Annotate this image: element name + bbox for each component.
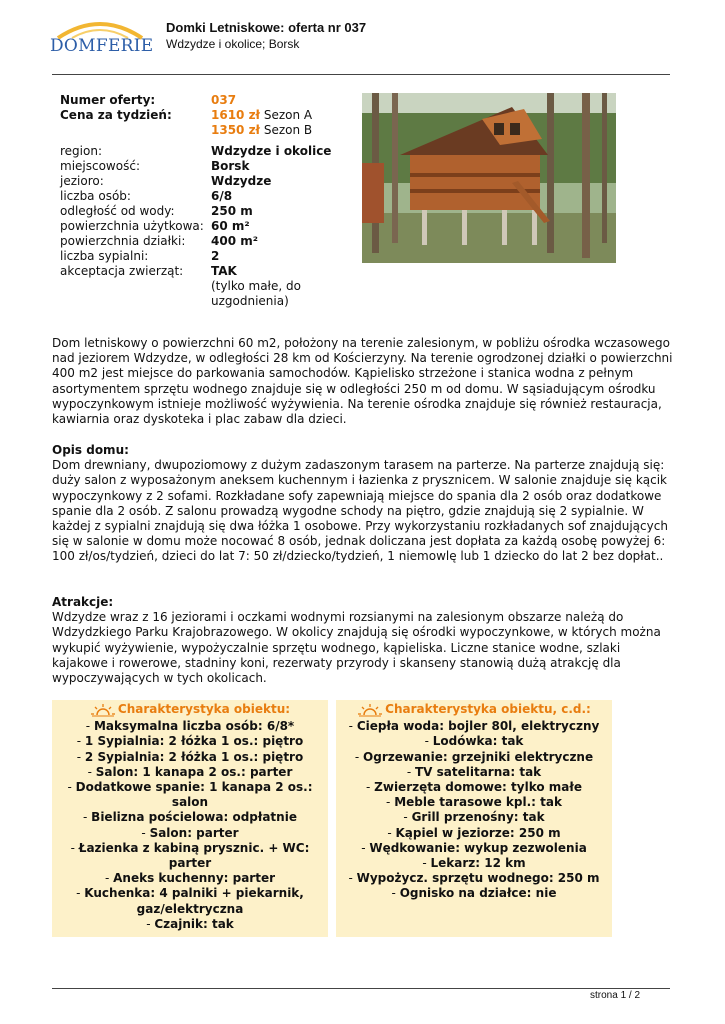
features-heading [342, 700, 606, 717]
spec-label: powierzchnia użytkowa: [60, 219, 204, 233]
spec-row [60, 189, 346, 204]
season-label: Sezon B [260, 123, 313, 137]
spec-row [60, 264, 346, 279]
page-title: Domki Letniskowe: oferta nr 037 [166, 20, 367, 35]
feature-item: - 2 Sypialnia: 2 łóżka 1 os.: piętro [76, 749, 304, 764]
price-value: 1610 zł [211, 108, 261, 122]
spec-label: odległość od wody: [60, 204, 175, 218]
feature-item: - Kuchenka: 4 palniki + piekarnik, gaz/elektryczna [76, 886, 304, 916]
spec-value: Wdzydze i okolice [211, 144, 332, 158]
feature-item: - TV satelitarna: tak [406, 764, 542, 779]
feature-item: - Lekarz: 12 km [422, 856, 526, 871]
feature-item: - Salon: 1 kanapa 2 os.: parter [87, 764, 293, 779]
spec-row [60, 249, 346, 264]
spec-label: miejscowość: [60, 159, 140, 173]
spec-label: Cena za tydzień: [60, 108, 172, 122]
spec-row-note [60, 279, 346, 309]
features-heading-text: Charakterystyka obiektu: [117, 702, 291, 716]
price-value: 1350 zł [211, 123, 261, 137]
page-subtitle: Wdzydze i okolice; Borsk [166, 37, 300, 51]
features-heading-text: Charakterystyka obiektu, c.d.: [385, 702, 591, 716]
attractions-text: Wdzydze wraz z 16 jeziorami i oczkami wodnymi rozsianymi na zalesionym obszarze należą do Wdzydzkiego Parku Krajobrazowego. W okolicy znajdują się ośrodki wypoczynkowe, w których można wykupić wyżywienie, wypożyczalnie sprzętu wodnego, kąpieliska. Liczne stanice wodne, szlaki kajakowe i rowerowe, stadniny koni, rezerwaty przyrody i skanseny stanowią dużą atrakcję dla wypoczywających w tych okolicach. [52, 610, 661, 686]
sun-icon [90, 703, 116, 717]
spec-row-price-a [60, 108, 346, 123]
sun-icon [357, 703, 383, 717]
spec-value: 2 [211, 249, 220, 263]
feature-item: - Bielizna pościelowa: odpłatnie [83, 810, 297, 825]
house-heading: Opis domu: [52, 443, 129, 457]
spec-label: jezioro: [60, 174, 104, 188]
feature-item: - Czajnik: tak [146, 916, 234, 931]
features-box-left [52, 700, 328, 937]
feature-item: - Maksymalna liczba osób: 6/8* [85, 719, 295, 734]
offer-number: 037 [211, 93, 237, 107]
spec-value: Borsk [211, 159, 250, 173]
feature-item: - Dodatkowe spanie: 1 kanapa 2 os.: salon [67, 780, 313, 810]
description-text: Dom letniskowy o powierzchni 60 m2, położony na terenie zalesionym, w pobliżu ośrodka wczasowego nad jeziorem Wdzydze, w odległości 28 km od Kościerzyny. Na terenie ogrodzonej działki o powierzchni 400 m2 jest miejsce do parkowania samochodów. Kąpielisko strzeżone i stanica wodna z pełnym asortymentem sprzętu wodnego znajduje się w odległości 250 m od domu. W sąsiadującym ośrodku wypoczynkowym istnieje możliwość wyżywienia. Na terenie ośrodka znajduje się również restauracja, kawiarnia oraz dyskoteka i plac zabaw dla dzieci. [52, 336, 673, 427]
footer-divider [52, 988, 670, 989]
features-list [58, 719, 322, 932]
feature-item: - Ogrzewanie: grzejniki elektryczne [354, 749, 594, 764]
feature-item: - Salon: parter [141, 825, 239, 840]
price-season-b [211, 123, 346, 138]
spec-row-price-b [60, 123, 346, 138]
house-photo [362, 93, 616, 263]
spec-value: TAK [211, 264, 237, 278]
spec-value: 60 m² [211, 219, 250, 233]
domferie-logo [50, 16, 154, 68]
logo-wordmark: DOMFERIE [50, 36, 154, 56]
feature-item: - Łazienka z kabiną prysznic. + WC: parter [70, 840, 310, 871]
feature-item: - Kąpiel w jeziorze: 250 m [387, 825, 561, 840]
spec-row [60, 219, 346, 234]
spec-value: Wdzydze [211, 174, 272, 188]
features-list [342, 719, 606, 901]
spec-row-offer [60, 93, 346, 108]
season-label: Sezon A [260, 108, 313, 122]
spec-value: 400 m² [211, 234, 258, 248]
offer-specs [60, 93, 346, 309]
house-text: Dom drewniany, dwupoziomowy z dużym zadaszonym tarasem na parterze. Na parterze znajdują się: duży salon z wyposażonym aneksem kuchennym i łazienka z prysznicem. W salonie znajduje się kącik wypoczynkowy z 2 sofami. Rozkładane sofy zapewniają miejsce do spania dla 2 osób oraz dodatkowe spanie dla 2 osób. Z salonu prowadzą wygodne schody na piętro, gdzie znajdują się 2 sypialnie. W każdej z sypialni znajdują się dwa łóżka 1 osobowe. Przy wykorzystaniu rozkładanych sof znajdujących się w salonie w domu może nocować 8 osób, jednak doliczana jest dopłata za każdą osobę powyżej 6: 100 zł/os/tydzień, dzieci do lat 7: 50 zł/dziecko/tydzień, 1 niemowlę lub 1 dziecko do lat 2 bez dopłat.. [52, 458, 668, 564]
spec-label: region: [60, 144, 102, 158]
feature-item: - 1 Sypialnia: 2 łóżka 1 os.: piętro [76, 734, 304, 749]
spec-label: Numer oferty: [60, 93, 156, 107]
spec-value: 250 m [211, 204, 253, 218]
feature-item: - Ciepła woda: bojler 80l, elektryczny [348, 719, 600, 734]
spec-label: akceptacja zwierząt: [60, 264, 184, 278]
feature-item: - Ognisko na działce: nie [391, 886, 557, 901]
spec-row [60, 174, 346, 189]
house-section [52, 443, 677, 565]
feature-item: - Aneks kuchenny: parter [104, 871, 276, 886]
header-divider [52, 74, 670, 75]
feature-item: - Zwierzęta domowe: tylko małe [366, 780, 582, 795]
spec-row [60, 204, 346, 219]
spec-row [60, 234, 346, 249]
page-number: strona 1 / 2 [590, 990, 641, 1001]
feature-item: - Grill przenośny: tak [403, 810, 545, 825]
spec-row [60, 144, 346, 159]
attractions-heading: Atrakcje: [52, 595, 114, 609]
spec-label: liczba osób: [60, 189, 131, 203]
spec-label: liczba sypialni: [60, 249, 149, 263]
feature-item: - Meble tarasowe kpl.: tak [386, 795, 562, 810]
spec-value: 6/8 [211, 189, 233, 203]
attractions-section [52, 595, 677, 686]
features-box-right [336, 700, 612, 937]
feature-item: - Lodówka: tak [424, 734, 524, 749]
spec-row [60, 159, 346, 174]
pets-note: (tylko małe, do uzgodnienia) [211, 279, 301, 308]
feature-item: - Wypożycz. sprzętu wodnego: 250 m [348, 871, 600, 886]
feature-item: - Wędkowanie: wykup zezwolenia [361, 840, 587, 855]
features-heading [58, 700, 322, 717]
spec-label: powierzchnia działki: [60, 234, 186, 248]
price-season-a [211, 108, 346, 123]
